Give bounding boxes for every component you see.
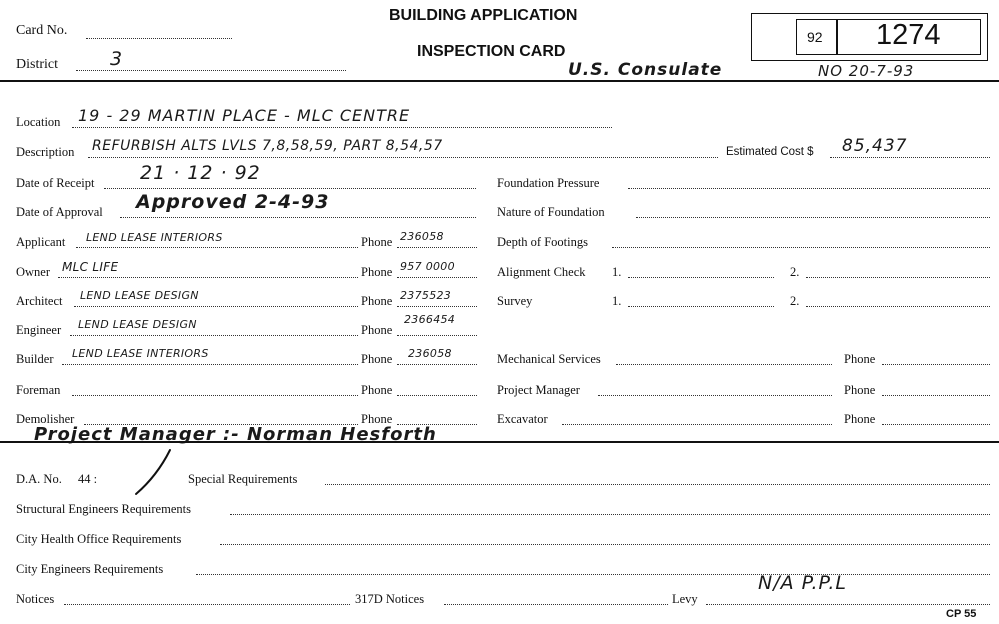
architect-phone-label: Phone bbox=[361, 294, 393, 308]
notices-317d-dots bbox=[444, 604, 668, 605]
footer-code: CP 55 bbox=[946, 608, 977, 620]
receipt-value: 21 · 12 · 92 bbox=[140, 162, 261, 184]
health-label: City Health Office Requirements bbox=[16, 532, 182, 546]
notices-label: Notices bbox=[16, 592, 55, 606]
foundation-pressure-label: Foundation Pressure bbox=[497, 176, 600, 190]
district-value: 3 bbox=[110, 48, 124, 70]
foreman-phone-label: Phone bbox=[361, 383, 393, 397]
builder-phone-label: Phone bbox=[361, 352, 393, 366]
architect-value: LEND LEASE DESIGN bbox=[80, 289, 199, 302]
project-manager-note: Project Manager :- Norman Hesforth bbox=[34, 424, 437, 445]
engineer-phone: 2366454 bbox=[404, 313, 456, 326]
excavator-label: Excavator bbox=[497, 412, 548, 426]
estimated-cost-value: 85,437 bbox=[842, 136, 908, 156]
survey-label: Survey bbox=[497, 294, 533, 308]
health-dots bbox=[220, 544, 990, 545]
project-manager-phone-label: Phone bbox=[844, 383, 876, 397]
receipt-label: Date of Receipt bbox=[16, 176, 95, 190]
survey-2-dots bbox=[806, 306, 990, 307]
alignment-check-label: Alignment Check bbox=[497, 265, 586, 279]
notices-317d-label: 317D Notices bbox=[355, 592, 425, 606]
builder-value: LEND LEASE INTERIORS bbox=[72, 347, 209, 360]
ref-no-note: NO 20-7-93 bbox=[818, 62, 915, 80]
applicant-phone-dots bbox=[397, 247, 477, 248]
nature-foundation-dots bbox=[636, 217, 990, 218]
architect-label: Architect bbox=[16, 294, 63, 308]
alignment-2-dots bbox=[806, 277, 990, 278]
description-value: REFURBISH ALTS LVLS 7,8,58,59, PART 8,54,57 bbox=[92, 138, 443, 154]
excavator-phone-label: Phone bbox=[844, 412, 876, 426]
card-no-label: Card No. bbox=[16, 23, 68, 38]
approval-label: Date of Approval bbox=[16, 205, 103, 219]
district-label: District bbox=[16, 57, 58, 72]
card-no-dots bbox=[86, 38, 232, 39]
applicant-phone: 236058 bbox=[400, 230, 444, 243]
survey-1-label: 1. bbox=[612, 294, 622, 308]
mechanical-services-label: Mechanical Services bbox=[497, 352, 601, 366]
foreman-label: Foreman bbox=[16, 383, 61, 397]
card-title-line1: BUILDING APPLICATION bbox=[389, 7, 578, 24]
owner-phone-dots bbox=[397, 277, 477, 278]
demolisher-label: Demolisher bbox=[16, 412, 75, 426]
demolisher-phone-label: Phone bbox=[361, 412, 393, 426]
special-requirements-dots bbox=[325, 484, 990, 485]
mechanical-phone-dots bbox=[882, 364, 990, 365]
engineer-phone-label: Phone bbox=[361, 323, 393, 337]
alignment-1-dots bbox=[628, 277, 774, 278]
structural-dots bbox=[230, 514, 990, 515]
location-dots bbox=[72, 127, 612, 128]
engineer-label: Engineer bbox=[16, 323, 62, 337]
mechanical-services-dots bbox=[616, 364, 832, 365]
consulate-note: U.S. Consulate bbox=[568, 60, 723, 80]
location-label: Location bbox=[16, 115, 61, 129]
estimated-cost-dots bbox=[830, 157, 990, 158]
builder-label: Builder bbox=[16, 352, 54, 366]
foreman-dots bbox=[72, 395, 358, 396]
levy-value: N/A P.P.L bbox=[758, 572, 847, 594]
nature-foundation-label: Nature of Foundation bbox=[497, 205, 605, 219]
builder-dots bbox=[62, 364, 358, 365]
engineer-value: LEND LEASE DESIGN bbox=[78, 318, 197, 331]
survey-2-label: 2. bbox=[790, 294, 800, 308]
structural-label: Structural Engineers Requirements bbox=[16, 502, 191, 516]
levy-label: Levy bbox=[672, 592, 698, 606]
description-dots bbox=[88, 157, 718, 158]
owner-label: Owner bbox=[16, 265, 51, 279]
approval-value: Approved 2-4-93 bbox=[136, 191, 330, 213]
header-rule bbox=[0, 80, 999, 82]
excavator-phone-dots bbox=[882, 424, 990, 425]
city-engineers-label: City Engineers Requirements bbox=[16, 562, 164, 576]
location-value: 19 - 29 MARTIN PLACE - MLC CENTRE bbox=[78, 106, 411, 125]
project-manager-phone-dots bbox=[882, 395, 990, 396]
depth-footings-label: Depth of Footings bbox=[497, 235, 588, 249]
depth-footings-dots bbox=[612, 247, 990, 248]
architect-phone-dots bbox=[397, 306, 477, 307]
owner-value: MLC LIFE bbox=[62, 260, 119, 274]
mechanical-phone-label: Phone bbox=[844, 352, 876, 366]
applicant-value: LEND LEASE INTERIORS bbox=[86, 231, 223, 244]
applicant-dots bbox=[76, 247, 358, 248]
project-manager-label: Project Manager bbox=[497, 383, 580, 397]
alignment-2-label: 2. bbox=[790, 265, 800, 279]
description-label: Description bbox=[16, 145, 75, 159]
da-no-label: D.A. No. bbox=[16, 472, 62, 486]
city-engineers-dots bbox=[196, 574, 990, 575]
owner-phone: 957 0000 bbox=[400, 260, 455, 273]
engineer-phone-dots bbox=[397, 335, 477, 336]
card-prefix: 92 bbox=[807, 29, 823, 45]
applicant-phone-label: Phone bbox=[361, 235, 393, 249]
owner-phone-label: Phone bbox=[361, 265, 393, 279]
architect-phone: 2375523 bbox=[400, 289, 452, 302]
applicant-label: Applicant bbox=[16, 235, 66, 249]
middle-rule bbox=[0, 441, 999, 443]
engineer-dots bbox=[70, 335, 358, 336]
excavator-dots bbox=[562, 424, 832, 425]
da-slash-mark bbox=[130, 446, 176, 498]
notices-dots bbox=[64, 604, 350, 605]
approval-dots bbox=[120, 217, 476, 218]
estimated-cost-label: Estimated Cost $ bbox=[726, 146, 814, 158]
project-manager-dots bbox=[598, 395, 832, 396]
builder-phone: 236058 bbox=[408, 347, 452, 360]
card-number: 1274 bbox=[876, 19, 941, 51]
foundation-pressure-dots bbox=[628, 188, 990, 189]
card-title-line2: INSPECTION CARD bbox=[417, 43, 566, 60]
architect-dots bbox=[74, 306, 358, 307]
survey-1-dots bbox=[628, 306, 774, 307]
special-requirements-label: Special Requirements bbox=[188, 472, 298, 486]
levy-dots bbox=[706, 604, 990, 605]
da-no-value: 44 : bbox=[78, 472, 98, 486]
owner-dots bbox=[58, 277, 358, 278]
receipt-dots bbox=[104, 188, 476, 189]
district-dots bbox=[76, 70, 346, 71]
alignment-1-label: 1. bbox=[612, 265, 622, 279]
foreman-phone-dots bbox=[397, 395, 477, 396]
builder-phone-dots bbox=[397, 364, 477, 365]
